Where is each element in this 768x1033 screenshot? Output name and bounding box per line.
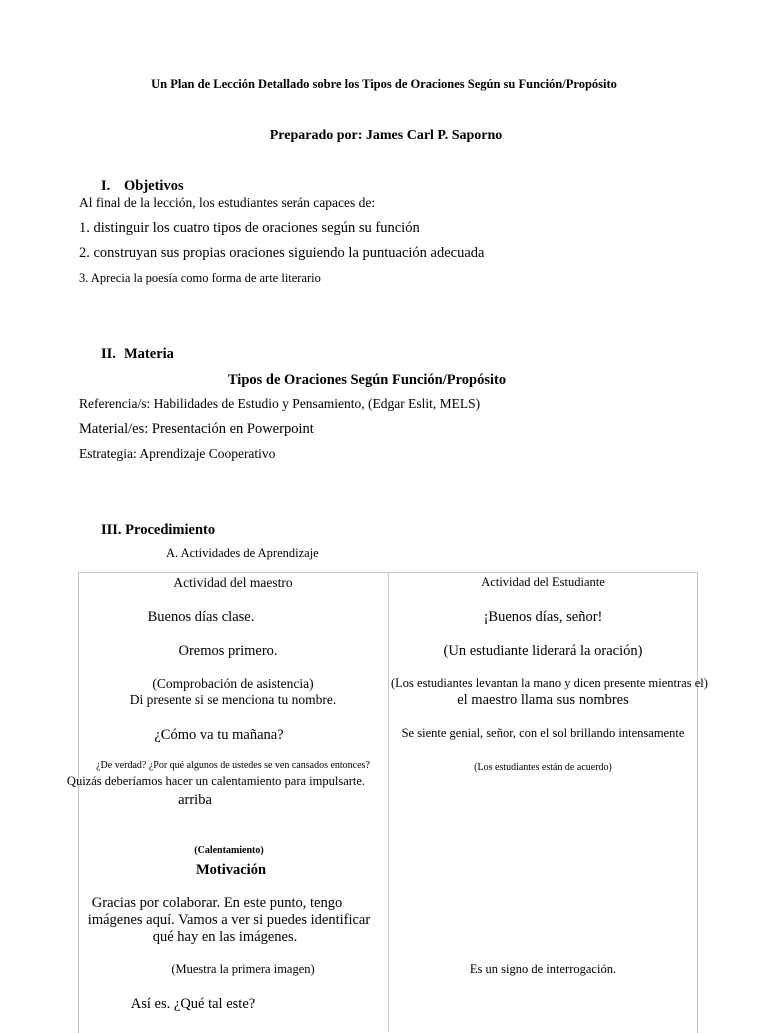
subject-strategy: Estrategia: Aprendizaje Cooperativo (79, 446, 276, 461)
student-attendance (391, 676, 708, 709)
student-agree: (Los estudiantes están de acuerdo) (474, 762, 612, 773)
teacher-next-image: Así es. ¿Qué tal este? (130, 996, 256, 1012)
teacher-column-header: Actividad del maestro (173, 575, 293, 590)
teacher-tired (66, 760, 386, 809)
student-attendance-line-2: el maestro llama sus nombres (457, 692, 629, 708)
teacher-warmup: (Calentamiento) (194, 845, 264, 856)
objective-item-3: 3. Aprecia la poesía como forma de arte literario (79, 271, 321, 285)
teacher-thanks-line-1: Gracias por colaborar. En este punto, tengo (91, 895, 343, 911)
teacher-morning: ¿Cómo va tu mañana? (154, 727, 284, 743)
objective-item-2: 2. construyan sus propias oraciones siguiendo la puntuación adecuada (79, 245, 485, 261)
student-column-header: Actividad del Estudiante (481, 575, 605, 589)
teacher-pray: Oremos primero. (178, 643, 278, 659)
subject-heading (101, 346, 174, 363)
student-attendance-line-1: (Los estudiantes levantan la mano y dicen presente mientras el) (391, 676, 708, 690)
student-greeting: ¡Buenos días, señor! (483, 609, 603, 625)
teacher-thanks-line-3: qué hay en las imágenes. (152, 929, 298, 945)
objectives-number: I. (101, 178, 111, 194)
teacher-greeting: Buenos días clase. (147, 609, 255, 625)
subject-reference: Referencia/s: Habilidades de Estudio y Pensamiento, (Edgar Eslit, MELS) (79, 396, 481, 411)
procedure-heading: III. Procedimiento (101, 522, 216, 538)
student-question-mark: Es un signo de interrogación. (469, 962, 617, 976)
subject-title: Materia (124, 346, 174, 362)
teacher-thanks-line-2: imágenes aquí. Vamos a ver si puedes identificar (87, 912, 371, 928)
subject-materials: Material/es: Presentación en Powerpoint (79, 421, 314, 437)
objective-item-1: 1. distinguir los cuatro tipos de oraciones según su función (79, 220, 420, 236)
teacher-attendance-line-2: Di presente si se menciona tu nombre. (129, 692, 337, 707)
teacher-attendance-line-1: (Comprobación de asistencia) (152, 676, 314, 691)
objectives-title: Objetivos (124, 178, 184, 194)
subject-topic: Tipos de Oraciones Según Función/Propósito (227, 372, 507, 388)
subject-number: II. (101, 346, 116, 362)
student-morning: Se siente genial, señor, con el sol brillando intensamente (401, 726, 685, 740)
author-line: Preparado por: James Carl P. Saporno (269, 128, 503, 143)
teacher-attendance (80, 676, 386, 708)
teacher-thanks (80, 895, 386, 946)
objectives-intro: Al final de la lección, los estudiantes serán capaces de: (79, 195, 376, 210)
objectives-heading (101, 178, 184, 195)
document-title: Un Plan de Lección Detallado sobre los Tipos de Oraciones Según su Función/Propósito (151, 77, 617, 91)
procedure-subheading: A. Actividades de Aprendizaje (166, 546, 319, 560)
teacher-motivation: Motivación (195, 862, 267, 878)
teacher-tired-line-2: Quizás deberíamos hacer un calentamiento para impulsarte. (66, 774, 366, 788)
teacher-tired-line-3: arriba (178, 792, 212, 808)
student-pray: (Un estudiante liderará la oración) (443, 643, 643, 659)
teacher-show-first-image: (Muestra la primera imagen) (171, 962, 315, 976)
teacher-tired-line-1: ¿De verdad? ¿Por qué algunos de ustedes se ven cansados entonces? (96, 760, 370, 771)
